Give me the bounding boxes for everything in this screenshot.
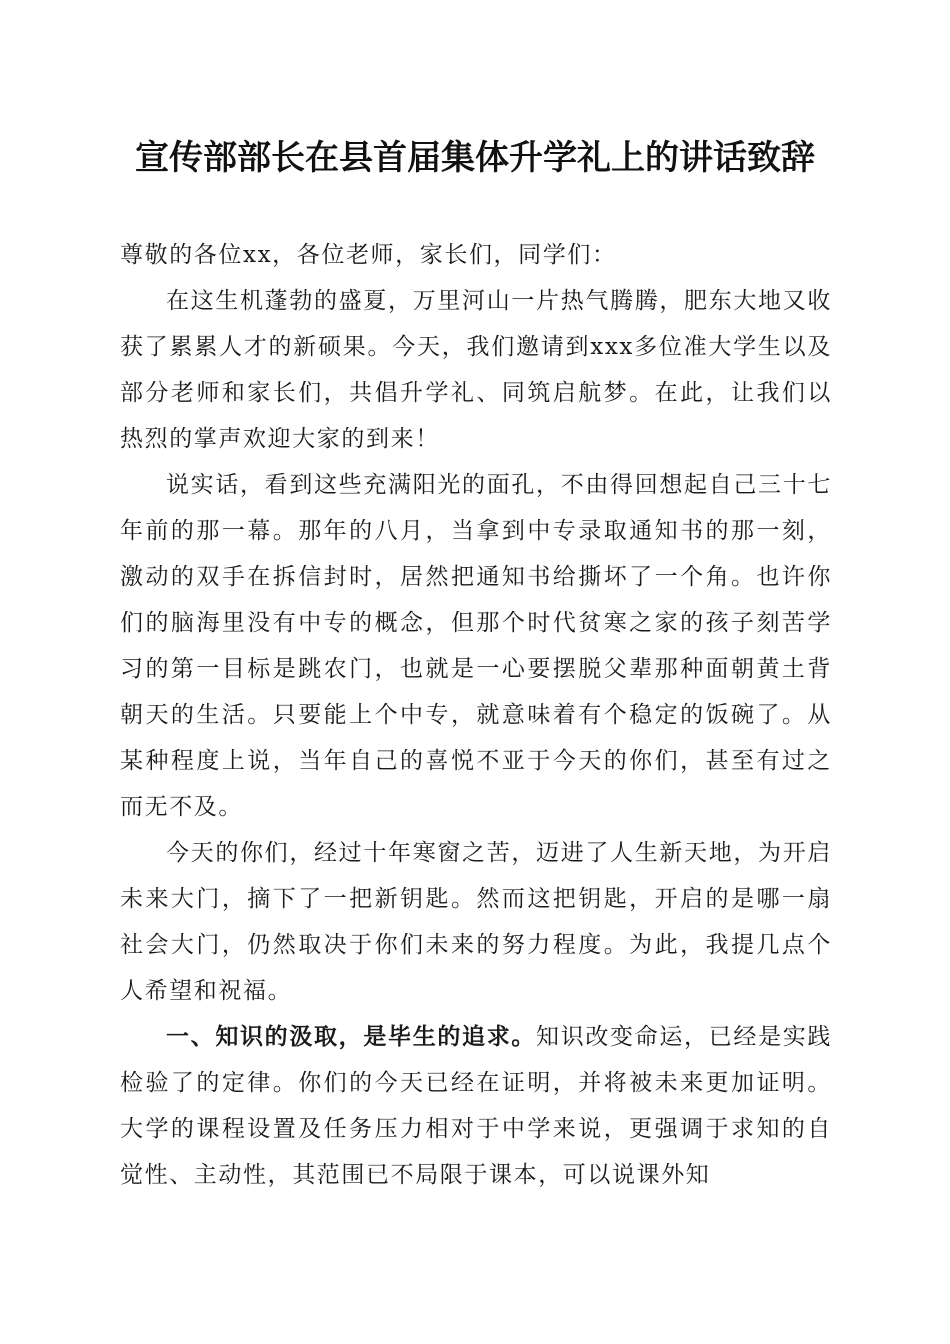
paragraph-recollection: 说实话，看到这些充满阳光的面孔，不由得回想起自己三十七年前的那一幕。那年的八月，当拿到中专录取通知书的那一刻，激动的双手在拆信封时，居然把通知书给撕坏了一个角。也许你们的脑海里没有中专的概念，但那个时代贫寒之家的孩子刻苦学习的第一目标是跳农门，也就是一心要摆脱父辈那种面朝黄土背朝天的生活。只要能上个中专，就意味着有个稳定的饭碗了。从某种程度上说，当年自己的喜悦不亚于今天的你们，甚至有过之而无不及。 bbox=[120, 472, 832, 820]
document-body bbox=[120, 232, 832, 1198]
paragraph-opening: 在这生机蓬勃的盛夏，万里河山一片热气腾腾，肥东大地又收获了累累人才的新硕果。今天，我们邀请到xxx多位准大学生以及部分老师和家长们，共倡升学礼、同筑启航梦。在此，让我们以热烈的掌声欢迎大家的到来！ bbox=[120, 288, 832, 452]
section-1-text: 知识改变命运，已经是实践检验了的定律。你们的今天已经在证明，并将被未来更加证明。大学的课程设置及任务压力相对于中学来说，更强调于求知的自觉性、主动性，其范围已不局限于课本，可以说课外知 bbox=[120, 1024, 833, 1188]
salutation: 尊敬的各位xx，各位老师，家长们，同学们： bbox=[120, 242, 617, 268]
paragraph-section-1 bbox=[120, 1014, 832, 1198]
paragraph-hopes-intro: 今天的你们，经过十年寒窗之苦，迈进了人生新天地，为开启未来大门，摘下了一把新钥匙。然而这把钥匙，开启的是哪一扇社会大门，仍然取决于你们未来的努力程度。为此，我提几点个人希望和祝福。 bbox=[120, 840, 832, 1004]
section-1-heading: 一、知识的汲取，是毕生的追求。 bbox=[166, 1024, 537, 1050]
document-title: 宣传部部长在县首届集体升学礼上的讲话致辞 bbox=[135, 138, 815, 178]
